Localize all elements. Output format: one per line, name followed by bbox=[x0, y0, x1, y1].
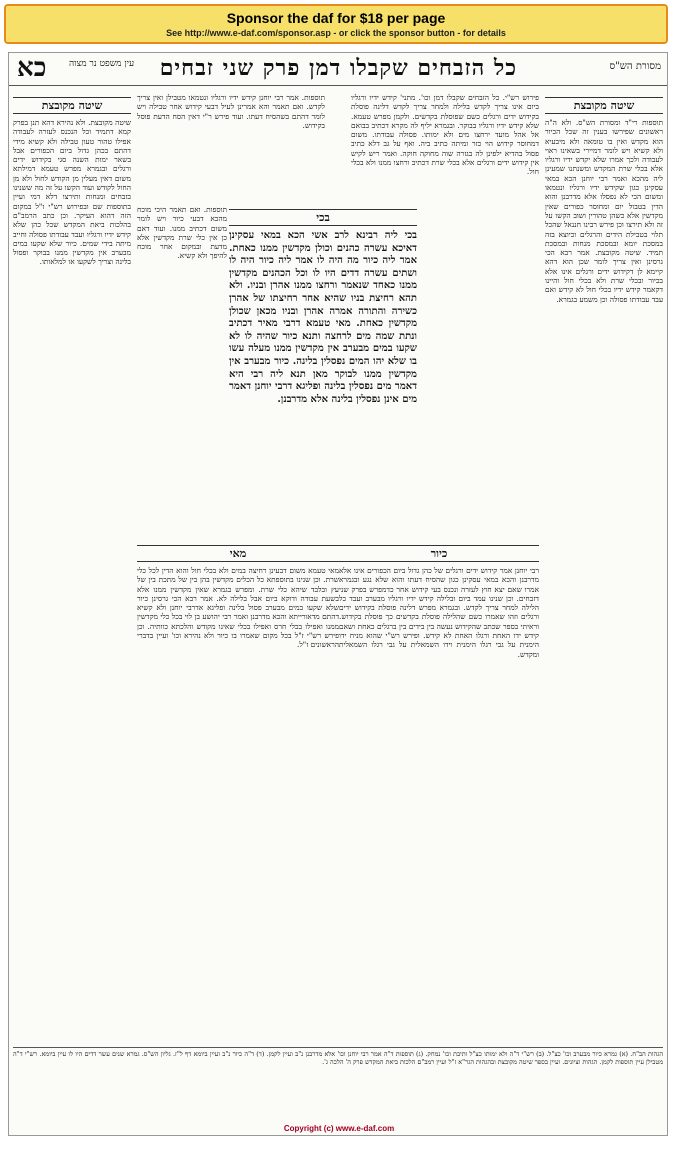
rashi-text: פירוש רש"י. כל הזבחים שקבלו דמן וכו'. מתני' קידש ידיו ורגליו ביום אינו צריך לקדש בלילה ולמחר צריך לקדש דלינה פוסלת בקידוש ידים ורגלים כשם שפוסלת בקדשים. ולקמן מפרש טעמא. שלא קידש ידיו ורגליו בבוקר. ובגמרא יליף לה מקרא דכתיב בבואם אל אהל מועד ירחצו מים ולא ימותו. פסולה עבודתו. משום דמחוסר קידוש הוי כזר ומיתה כתיב ביה. ואף על גב דלא כתיב פסול בהדיא ילפינן לה בגזרה שוה מחוקה חוקה. ואמר ריש לקיש אין קידוש ידים ורגלים אלא בכלי שרת דכתיב ורחצו ממנו ולא בכלי חול. bbox=[351, 93, 539, 177]
sponsor-subtitle[interactable]: See http://www.e-daf.com/sponsor.asp - or click the sponsor button - for details bbox=[166, 28, 506, 38]
lower-right-commentary bbox=[339, 541, 539, 1041]
tosafot-upper bbox=[137, 93, 325, 203]
folio-number: כא bbox=[17, 53, 47, 83]
right-margin-column bbox=[545, 93, 663, 1023]
ein-mishpat-label: עין משפט נר מצוה bbox=[69, 59, 135, 69]
left-margin-column bbox=[13, 93, 131, 1023]
right-column-text: תוספות רי"ד ומסורת הש"ס. ולא ה"ה ראשונים שפירשו בענין זה שכל הכיור הוא מקדש ואין בו טומאה ולא מיבעיא ולא קשיא ויש לומר דמיירי בשאינו ראוי לעבודה ולכך אמרו שלא יקדש ידיו ורגליו אלא בכלי שרת המקדש ומשנתנו שמעינן ליה מהכא ואמר רבי יוחנן הכא במאי עסקינן כגון שקידש ידיו ורגליו ונטמאו ומשום הכי לא נפסלו אלא מדרבנן והוא הדין בטבול יום ומחוסר כפורים שאין מקדשין אלא כשהן טהורין ושוב הקשו על זה ולא תירצו וכן פירש רבינו חננאל שהכל תלוי בטבילת הידים והרגלים וכיוצא בזה במסכת יומא ובמסכת מנחות ובמסכת תמיד. שיטה מקובצת. אמר רבא הכי גרסינן ואין צריך לומר שכן הוא דהא קיימא לן דקידוש ידים ורגלים אינו אלא בכיור ובכלי שרת ולא בכלי חול והיינו דקאמר קידש ידיו בכלי חול לא קידש ואם עבד עבודתו פסולה וכן משמע בגמרא. bbox=[545, 118, 663, 304]
sponsor-title[interactable]: Sponsor the daf for $18 per page bbox=[226, 10, 446, 26]
tractate-reference: מסורת הש"ס bbox=[609, 61, 661, 72]
header-divider bbox=[9, 85, 667, 86]
tosafot-middle-text: תוספות. ואם תאמר היכי מוכח מהכא דבעי כיור ויש לומר משום דכתיב ממנו. ועוד דאם כן אין כלי שרת מקדשין אלא מדעת ובמקום אחר מוכח להיפך ולא קשיא. bbox=[137, 205, 227, 261]
mai-heading: מאי bbox=[137, 545, 339, 562]
section-heading-right: שיטה מקובצת bbox=[545, 97, 663, 114]
gemara-text: בכי ליה רבינא לרב אשי הכא במאי עסקינן דאיכא עשרה כהנים וכולן מקדשין ממנו כאחת. אמר ליה כיור מה היה לו אמר ליה כיור היה לו ושתים עשרה דדים היו לו וכל הכהנים מקדשין ממנו כאחד שנאמר ורחצו ממנו אהרן ובניו. ולא תהא רחיצת בניו שהיא אחר רחיצתו של אהרן כשירה והתורה אמרה אהרן ובניו מכאן שכולן מקדשין כאחת. מאי טעמא דרבי מאיר דכתיב ונתת שמה מים לרחצה ותנא כיור שהיה לו לא שקעו במים מבערב אין מקדשין ממנו מעלה עשו בו שלא יהו המים נפסלין בלינה. כיור מבערב אין מקדשין ממנו לבוקר מאן תנא ליה רבי היא דאמר מים נפסלין בלינה ופליגא דרבי יוחנן דאמר מים אינן נפסלין בלינה אלא מדרבנן. bbox=[229, 230, 417, 405]
lower-left-text: מאי טעמא משום דבעינן רחיצה במים ולא בכלי חול והוא הדין לכל כלי שרת. וכן שנינו בתוספתא כל הכלים מקדשין בהן בין של מתכת בין של עץ ובלבד שיהא כלי שרת. ומפרש בגמרא שאין מקדשין ממנו אלא בשעת עבודה ודוקא ביום אבל בלילה לא. אמר רבא הכי גרסינן כיור שלא שקעו במים מבערב פסול בלינה ופליגא אדרבי יוחנן ולא קשיא דהתם מדאורייתא והכא מדרבנן ואמר רבי יהושע בן לוי בכל כלי מקדשין ממנו ואפילו בכלי חרס ואפילו בכלי שאינו מקודש והלכתא כוותיה. וכן פירש רש"י ז"ל בכל מקום שאמרו בו כיור ולא נהירא וכו' ועיין בדברי הראשונים ז"ל. bbox=[137, 566, 339, 650]
page-header bbox=[9, 53, 667, 83]
gemara-text-block bbox=[229, 205, 417, 535]
copyright-notice[interactable]: Copyright (c) www.e-daf.com bbox=[283, 1124, 395, 1133]
left-column-text: שיטה מקובצת. ולא נהירא דהא תנן בפרק קמא דתמיד וכל הנכנס לעזרה לעבודה אפילו טהור טעון טבילה ולא קשיא מידי דהתם בכהן גדול ביום הכפורים אבל בשאר ימות השנה סגי בקידוש ידים ורגלים ובגמרא מפרש טעמא דמילתא משום דאין מעלין מן הקודש לחול ולא מן החול לקודש ועוד הקשו על זה מה ששנינו בזבחים ומנחות ותירצו דלא דמי ועיין בתוספות שם ובפירוש רש"י ז"ל במקום הזה דהוא העיקר. וכן כתב הרמב"ם בהלכות ביאת המקדש שכל כהן שלא קידש ידיו ורגליו ועבד עבודתו פסולה וחייב מיתה בידי שמים. כיור שלא שקעו במים מבערב אין מקדשין ממנו בבוקר ופסול בלינה וצריך לשקעו או למלאותו. bbox=[13, 118, 131, 267]
tosafot-upper-text: תוספות. אמר רבי יוחנן קידש ידיו ורגליו ונטמאו מטבילן ואין צריך לקדש. ואם תאמר והא אמרינן לעיל דבעי קידוש אחר טבילה ויש לומר דהתם בשהסיח דעתו. ועוד פירש ר"י דאין הסח הדעת פוסל בקידוש. bbox=[137, 93, 325, 130]
footnotes-block bbox=[13, 1047, 663, 1118]
kiyor-heading: כיור bbox=[339, 545, 539, 562]
sponsor-banner[interactable] bbox=[4, 4, 668, 44]
footnotes-text: הגהות הב"ח. (א) גמרא כיור מבערב וכו' כצ"ל. (ב) רש"י ד"ה ולא ימותו כצ"ל ותיבת וכו' נמחק. (ג) תוספות ד"ה אמר רבי יוחנן וכו' אלא מדרבנן נ"ב ועיין לקמן. (ד) ד"ה כיור נ"ב ועיין ביומא דף ל"ז. גליון הש"ס. גמרא שנים עשר דדים היו לו עיין ביומא. רש"י ד"ה מטבילן עיין תוספות לקמן. הגהות וציונים. ועיין בספר שיטה מקובצת ובהגהות הגר"א ז"ל ועיין רמב"ם הלכות ביאת המקדש פרק ה' הלכה ג'. bbox=[13, 1050, 663, 1066]
section-heading-left: שיטה מקובצת bbox=[13, 97, 131, 114]
tosafot-middle bbox=[137, 205, 227, 535]
lower-left-commentary bbox=[137, 541, 339, 1041]
lower-right-text: רבי יוחנן אמר קידוש ידים ורגלים של כהן גדול ביום הכפורים אינו אלא מדרבנן והכא במאי עסקינן כגון שהסיח דעתו והוא שלא נגע ובגמרא אמרו שאם יצא חוץ לעזרה ונכנס בעי קידוש אחר כדמפרש בפרק שני דזבחים. וכן שנינו עמד ביום ובלילה קידש ידיו ורגליו מבערב ועבד כל הלילה למחר צריך לקדש. ובגמרא מפרש דלינה פוסלת בקידוש ידים ורגלים וזהו שאמרו כשם שהלילה פוסלת בקדשים כך פוסלת בקידוש. וראיתי בספר שכתב שהקידוש נעשה בין בידים בין ברגלים כאחת ושאם קידש ידו האחת ורגלו האחת לא קידש. ופירש רש"י שהוא מניח ידו הימנית על גבי רגלו הימנית וידו השמאלית על גבי רגלו השמאלית ומקדש. bbox=[339, 566, 539, 659]
talmud-page bbox=[8, 52, 668, 1136]
gemara-opening-word: בכי bbox=[229, 209, 417, 226]
page-title: כל הזבחים שקבלו דמן פרק שני זבחים bbox=[159, 55, 517, 81]
